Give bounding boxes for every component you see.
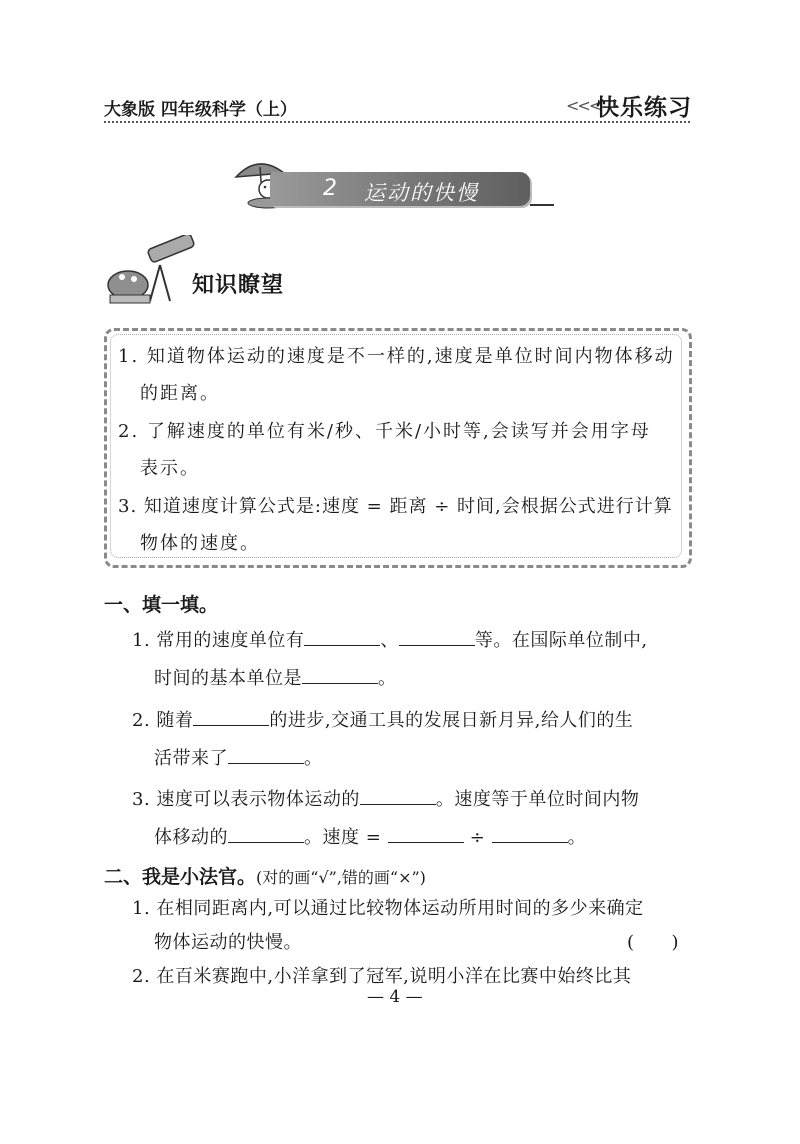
question-1-1-line-1: [132, 626, 648, 652]
question-1-3-line-1: [132, 785, 639, 811]
question-1-3-line-2: [154, 823, 586, 849]
section-2-title: 二、我是小法官。: [104, 866, 257, 888]
answer-parentheses[interactable]: ( ): [627, 932, 680, 953]
knowledge-line-4: 表示。: [140, 458, 200, 479]
section-2-hint: (对的画“√”,错的画“×”): [256, 868, 426, 887]
answer-blank[interactable]: [399, 629, 475, 646]
question-text: 3. 速度可以表示物体运动的: [132, 789, 360, 810]
answer-blank[interactable]: [388, 826, 464, 843]
question-1-2-line-2: [154, 744, 323, 770]
answer-blank[interactable]: [228, 747, 304, 764]
question-text: 。速度等于单位时间内物: [435, 789, 640, 810]
knowledge-line-6: 物体的速度。: [140, 533, 260, 554]
knowledge-line-1: 1. 知道物体运动的速度是不一样的,速度是单位时间内物体移动: [118, 346, 675, 367]
question-1-1-line-2: [154, 664, 397, 690]
section-2-heading: [104, 862, 426, 889]
question-text: 、: [380, 630, 399, 651]
knowledge-line-3: 2. 了解速度的单位有米/秒、千米/小时等,会读写并会用字母: [118, 421, 651, 442]
question-1-2-line-1: [132, 706, 633, 732]
page-number: — 4 —: [367, 987, 423, 1007]
header-divider: [104, 121, 690, 123]
series-title: 快乐练习: [596, 95, 692, 121]
answer-blank[interactable]: [302, 667, 378, 684]
chapter-number: 2: [323, 176, 337, 201]
question-2-2-line-1: 2. 在百米赛跑中,小洋拿到了冠军,说明小洋在比赛中始终比其: [132, 966, 632, 987]
question-text: 1. 常用的速度单位有: [132, 630, 305, 651]
question-text: 时间的基本单位是: [154, 668, 302, 689]
answer-blank[interactable]: [492, 826, 568, 843]
question-text: 2. 随着: [132, 710, 194, 731]
knowledge-heading: 知识瞭望: [192, 273, 285, 298]
chapter-title: 运动的快慢: [364, 181, 479, 205]
chevron-arrows-icon: <<<: [566, 96, 601, 115]
answer-blank[interactable]: [228, 826, 304, 843]
knowledge-line-5: 3. 知道速度计算公式是:速度 = 距离 ÷ 时间,会根据公式进行计算: [118, 496, 673, 517]
question-2-1-line-2: 物体运动的快慢。: [154, 932, 302, 953]
question-text: 活带来了: [154, 748, 228, 769]
question-text: 。: [304, 748, 323, 769]
telescope-icon: [104, 235, 200, 307]
banner-underline: [530, 204, 554, 206]
section-1-title: 一、填一填。: [104, 594, 219, 616]
question-text: 等。在国际单位制中,: [474, 630, 648, 651]
answer-blank[interactable]: [193, 709, 269, 726]
question-text: 。: [378, 668, 397, 689]
question-text: 的进步,交通工具的发展日新月异,给人们的生: [269, 710, 634, 731]
question-text: 。: [567, 827, 587, 848]
question-2-1-line-1: 1. 在相同距离内,可以通过比较物体运动所用时间的多少来确定: [132, 898, 644, 919]
answer-blank[interactable]: [360, 788, 436, 805]
question-text: 体移动的: [154, 827, 228, 848]
book-title: 大象版 四年级科学（上）: [104, 100, 297, 120]
question-text: 。速度 =: [304, 827, 382, 848]
answer-blank[interactable]: [304, 629, 380, 646]
knowledge-line-2: 的距离。: [140, 383, 220, 404]
question-text: ÷: [469, 827, 486, 848]
